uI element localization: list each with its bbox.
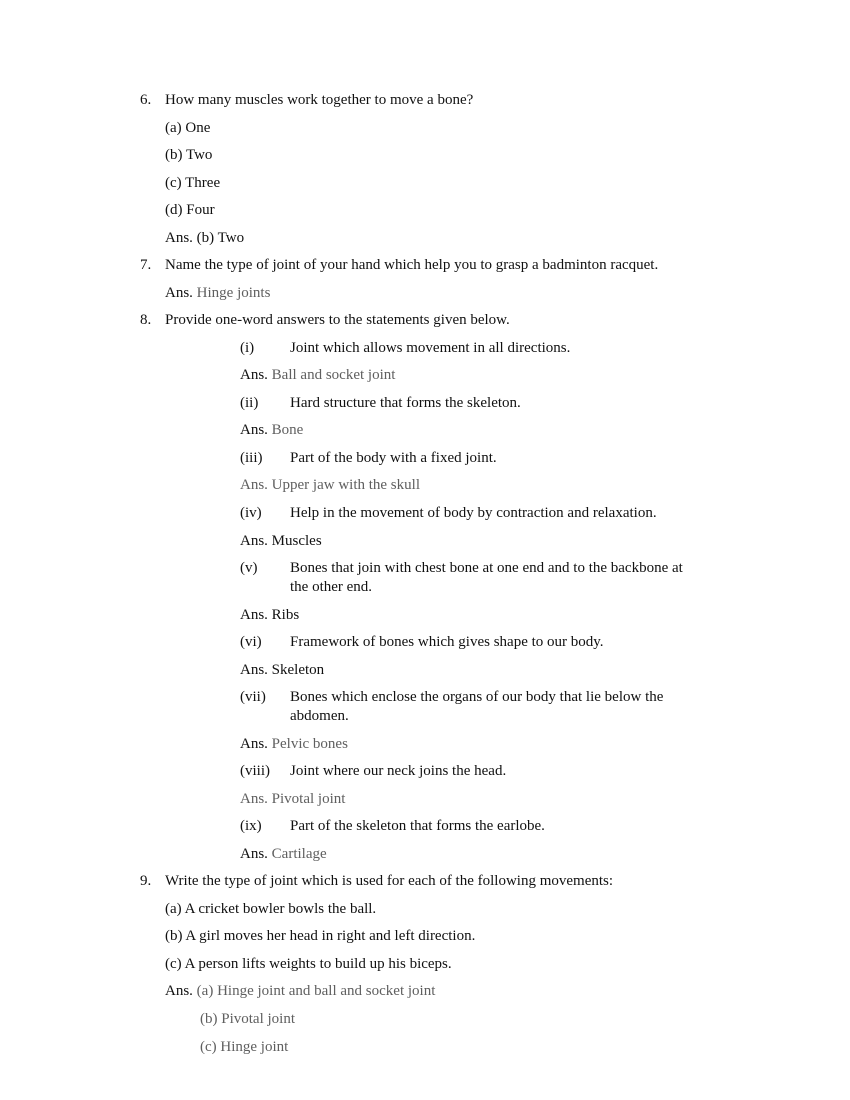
q8-item-answer [240, 845, 327, 863]
q8-item-text: Joint which allows movement in all directions. [290, 340, 571, 356]
ans-label: Ans. [240, 422, 268, 438]
q8-item-text: Part of the body with a fixed joint. [290, 450, 497, 466]
q9-number: 9. [140, 873, 152, 889]
q8-item-answer [240, 606, 299, 624]
q7-number: 7. [140, 257, 152, 273]
q8-item-text-line2: abdomen. [290, 708, 349, 724]
q8-item-num: (v) [240, 560, 258, 576]
q8-item-answer [240, 661, 324, 679]
q8-item-answer [240, 532, 322, 550]
ans-text: Skeleton [271, 662, 325, 678]
ans-label: Ans. [240, 736, 268, 752]
q6-number: 6. [140, 92, 152, 108]
q7-answer [165, 284, 270, 302]
ans-text: Muscles [271, 533, 322, 549]
q7-ans-label: Ans. [165, 285, 193, 301]
ans-text: Pivotal joint [271, 791, 346, 807]
q8-item-text-line1: Bones which enclose the organs of our body that lie below the [290, 689, 664, 705]
q8-item-text: Part of the skeleton that forms the earlobe. [290, 818, 545, 834]
q8-item-answer [240, 790, 345, 808]
q6-option-d: (d) Four [165, 202, 215, 218]
q8-item-text: Help in the movement of body by contraction and relaxation. [290, 505, 657, 521]
ans-text: Cartilage [271, 846, 327, 862]
q9-answer [165, 982, 435, 1000]
q8-item-num: (iv) [240, 505, 262, 521]
q6-option-a: (a) One [165, 120, 211, 136]
q9-part-b: (b) A girl moves her head in right and left direction. [165, 928, 476, 944]
q9-part-a: (a) A cricket bowler bowls the ball. [165, 901, 377, 917]
q9-part-c: (c) A person lifts weights to build up his biceps. [165, 956, 452, 972]
q8-item-text-line2: the other end. [290, 579, 373, 595]
q8-item-num: (vi) [240, 634, 262, 650]
q8-item-num: (ii) [240, 395, 259, 411]
q8-text: Provide one-word answers to the statements given below. [165, 312, 510, 328]
q9-answer-a: (a) Hinge joint and ball and socket joint [196, 983, 436, 999]
q8-item-num: (viii) [240, 763, 270, 779]
q9-ans-label: Ans. [165, 983, 193, 999]
ans-label: Ans. [240, 791, 268, 807]
ans-label: Ans. [240, 367, 268, 383]
ans-text: Bone [271, 422, 304, 438]
q6-option-c: (c) Three [165, 175, 221, 191]
ans-label: Ans. [240, 662, 268, 678]
ans-text: Upper jaw with the skull [271, 477, 420, 493]
q8-number: 8. [140, 312, 152, 328]
q8-item-num: (ix) [240, 818, 262, 834]
q8-item-text: Hard structure that forms the skeleton. [290, 395, 521, 411]
q9-answer-b: (b) Pivotal joint [200, 1011, 295, 1027]
ans-label: Ans. [240, 533, 268, 549]
q6-option-b: (b) Two [165, 147, 213, 163]
q6-answer: Ans. (b) Two [165, 230, 245, 246]
q8-item-num: (i) [240, 340, 255, 356]
q9-text: Write the type of joint which is used for each of the following movements: [165, 873, 614, 889]
ans-label: Ans. [240, 477, 268, 493]
q8-item-answer [240, 421, 303, 439]
ans-text: Ribs [271, 607, 300, 623]
ans-text: Ball and socket joint [271, 367, 396, 383]
ans-text: Pelvic bones [271, 736, 348, 752]
q7-ans-text: Hinge joints [196, 285, 271, 301]
q8-item-num: (vii) [240, 689, 266, 705]
q7-text: Name the type of joint of your hand which help you to grasp a badminton racquet. [165, 257, 659, 273]
q8-item-text-line1: Bones that join with chest bone at one end and to the backbone at [290, 560, 683, 576]
q8-item-answer [240, 735, 348, 753]
q6-text: How many muscles work together to move a bone? [165, 92, 474, 108]
q8-item-answer [240, 366, 395, 384]
q8-item-text: Joint where our neck joins the head. [290, 763, 507, 779]
ans-label: Ans. [240, 846, 268, 862]
q9-answer-c: (c) Hinge joint [200, 1039, 289, 1055]
ans-label: Ans. [240, 607, 268, 623]
q8-item-text: Framework of bones which gives shape to our body. [290, 634, 604, 650]
q8-item-answer [240, 476, 420, 494]
q8-item-num: (iii) [240, 450, 263, 466]
